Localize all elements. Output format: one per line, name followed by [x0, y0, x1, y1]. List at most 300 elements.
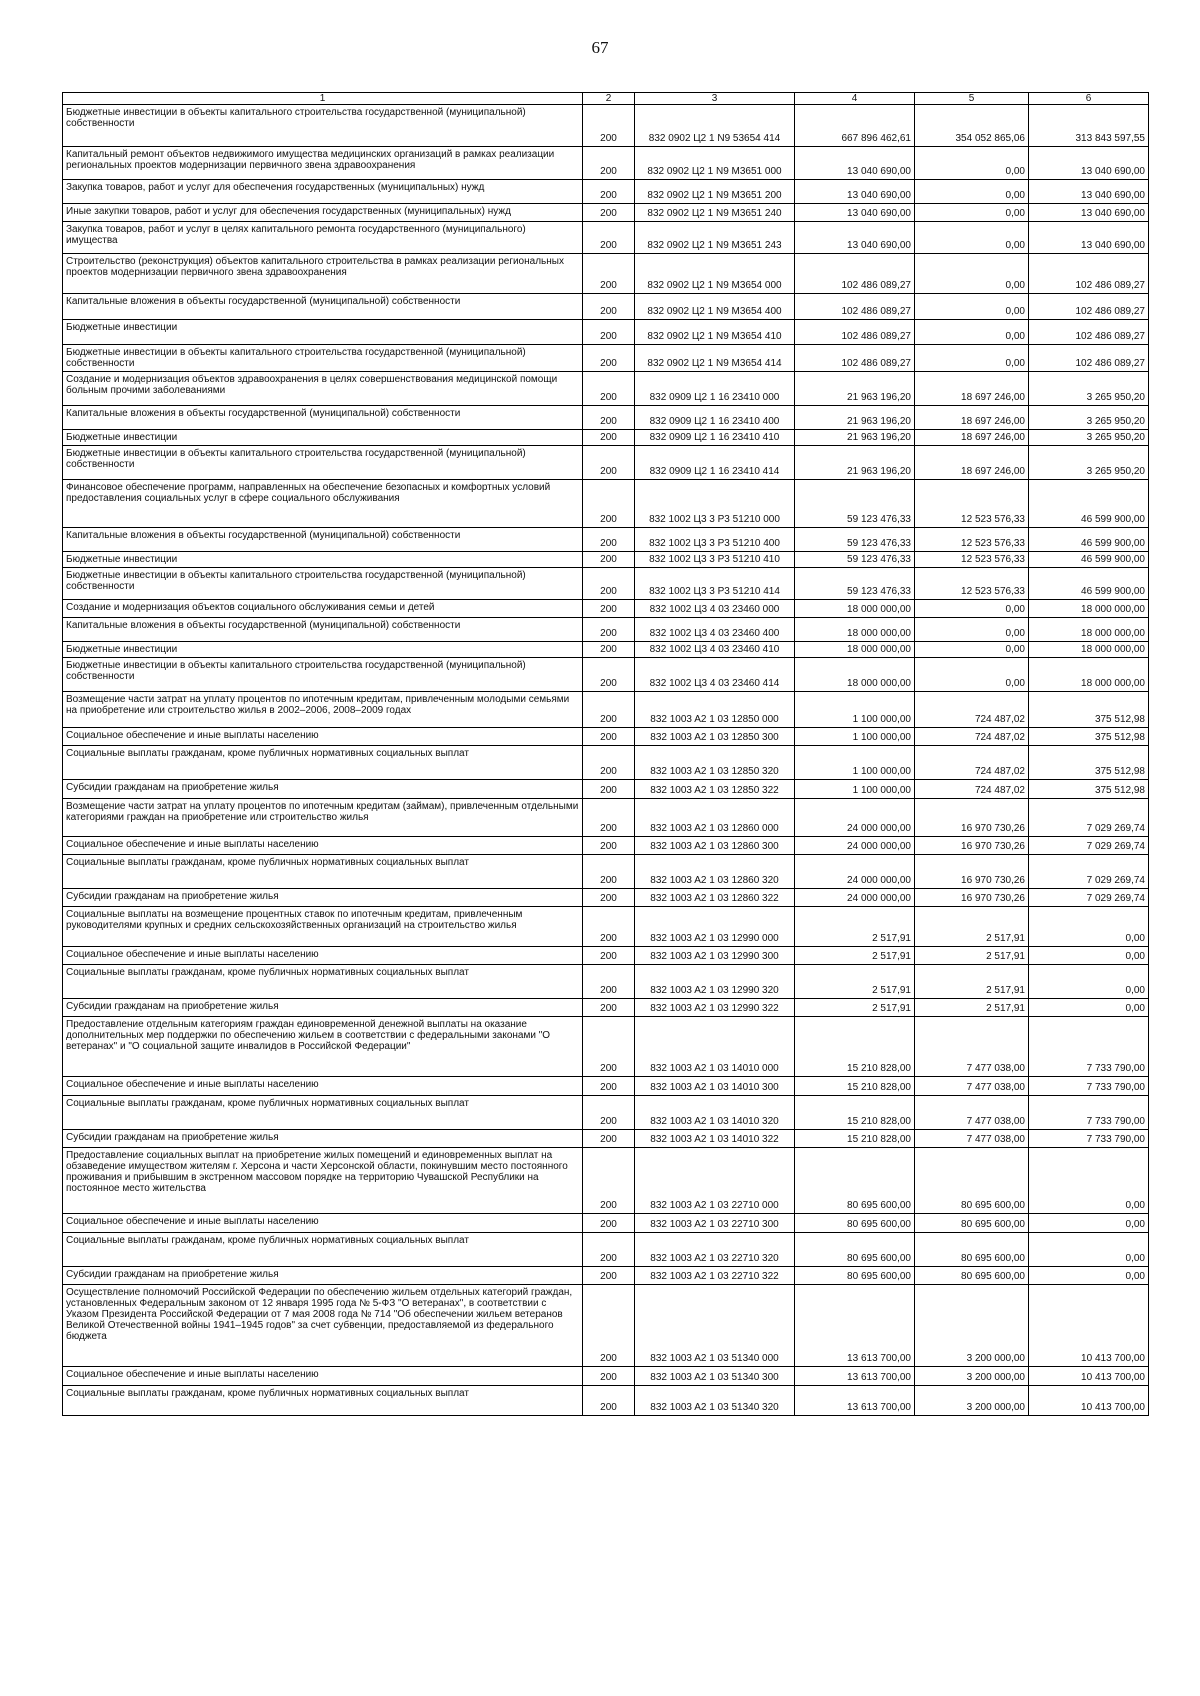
table-cell-value-4: 2 517,91	[795, 999, 915, 1017]
table-row	[63, 1214, 1149, 1233]
table-row	[63, 855, 1149, 889]
table-cell-code: 832 1003 A2 1 03 12850 322	[635, 780, 795, 799]
table-cell-group: 200	[583, 658, 635, 692]
table-cell-name: Субсидии гражданам на приобретение жилья	[63, 999, 583, 1017]
table-cell-name: Создание и модернизация объектов здравоохранения в целях совершенствования медицинской помощи больным прочими заболеваниями	[63, 372, 583, 406]
table-cell-value-5: 18 697 246,00	[915, 372, 1029, 406]
table-cell-name: Социальное обеспечение и иные выплаты населению	[63, 1077, 583, 1096]
table-cell-value-6: 7 733 790,00	[1029, 1130, 1149, 1148]
table-cell-group: 200	[583, 1367, 635, 1386]
table-cell-value-4: 21 963 196,20	[795, 446, 915, 480]
table-cell-name: Бюджетные инвестиции	[63, 320, 583, 345]
table-cell-value-5: 80 695 600,00	[915, 1233, 1029, 1267]
table-cell-name: Возмещение части затрат на уплату процентов по ипотечным кредитам, привлеченным молодыми семьями на приобретение или строительство жилья в 2002–2006, 2008–2009 годах	[63, 692, 583, 728]
table-cell-value-4: 18 000 000,00	[795, 618, 915, 642]
table-cell-value-4: 13 613 700,00	[795, 1367, 915, 1386]
table-row	[63, 728, 1149, 746]
table-cell-value-4: 24 000 000,00	[795, 837, 915, 855]
table-cell-value-4: 13 613 700,00	[795, 1285, 915, 1367]
table-cell-name: Капитальные вложения в объекты государственной (муниципальной) собственности	[63, 406, 583, 430]
table-row	[63, 780, 1149, 799]
table-cell-value-6: 7 029 269,74	[1029, 799, 1149, 837]
table-cell-value-4: 15 210 828,00	[795, 1017, 915, 1077]
table-cell-value-5: 80 695 600,00	[915, 1214, 1029, 1233]
table-row	[63, 1386, 1149, 1416]
table-cell-group: 200	[583, 1077, 635, 1096]
table-cell-value-4: 21 963 196,20	[795, 430, 915, 446]
table-cell-code: 832 0902 Ц2 1 N9 M3654 410	[635, 320, 795, 345]
table-cell-group: 200	[583, 320, 635, 345]
table-cell-value-5: 0,00	[915, 642, 1029, 658]
table-cell-value-5: 18 697 246,00	[915, 406, 1029, 430]
table-row	[63, 1017, 1149, 1077]
table-cell-value-6: 0,00	[1029, 947, 1149, 965]
table-cell-value-6: 102 486 089,27	[1029, 294, 1149, 320]
table-cell-value-5: 3 200 000,00	[915, 1367, 1029, 1386]
table-cell-value-4: 13 040 690,00	[795, 147, 915, 180]
table-cell-group: 200	[583, 1267, 635, 1285]
table-cell-name: Социальное обеспечение и иные выплаты населению	[63, 1214, 583, 1233]
table-cell-code: 832 1002 Ц3 3 P3 51210 000	[635, 480, 795, 528]
table-header-row	[63, 93, 1149, 105]
table-cell-group: 200	[583, 568, 635, 600]
table-cell-value-4: 102 486 089,27	[795, 254, 915, 294]
table-cell-value-6: 0,00	[1029, 999, 1149, 1017]
table-row	[63, 254, 1149, 294]
table-cell-group: 200	[583, 180, 635, 204]
table-cell-name: Осуществление полномочий Российской Федерации по обеспечению жильем отдельных категорий граждан, установленных Федеральным законом от 12 января 1995 года № 5-ФЗ "О ветеранах", в соответствии с Указом Президента Российской Федерации от 7 мая 2008 года № 714 "Об обеспечении жильем ветеранов Великой Отечественной войны 1941–1945 годов" за счет субвенции, предоставляемой из федерального бюджета	[63, 1285, 583, 1367]
table-cell-value-5: 16 970 730,26	[915, 855, 1029, 889]
table-cell-value-6: 0,00	[1029, 965, 1149, 999]
table-cell-value-4: 15 210 828,00	[795, 1096, 915, 1130]
table-cell-code: 832 0902 Ц2 1 N9 M3651 243	[635, 222, 795, 254]
table-cell-name: Бюджетные инвестиции в объекты капитального строительства государственной (муниципальной) собственности	[63, 658, 583, 692]
table-cell-code: 832 1003 A2 1 03 12860 322	[635, 889, 795, 907]
table-cell-value-4: 102 486 089,27	[795, 320, 915, 345]
table-cell-value-6: 46 599 900,00	[1029, 568, 1149, 600]
table-cell-value-6: 375 512,98	[1029, 728, 1149, 746]
table-cell-group: 200	[583, 746, 635, 780]
table-cell-value-5: 3 200 000,00	[915, 1285, 1029, 1367]
table-cell-name: Бюджетные инвестиции в объекты капитального строительства государственной (муниципальной) собственности	[63, 568, 583, 600]
table-cell-value-5: 7 477 038,00	[915, 1077, 1029, 1096]
table-cell-code: 832 1003 A2 1 03 51340 300	[635, 1367, 795, 1386]
table-row	[63, 1367, 1149, 1386]
table-cell-code: 832 1003 A2 1 03 14010 320	[635, 1096, 795, 1130]
table-cell-name: Социальное обеспечение и иные выплаты населению	[63, 728, 583, 746]
table-cell-value-6: 3 265 950,20	[1029, 430, 1149, 446]
table-cell-code: 832 1002 Ц3 4 03 23460 400	[635, 618, 795, 642]
table-cell-value-6: 13 040 690,00	[1029, 180, 1149, 204]
table-cell-group: 200	[583, 907, 635, 947]
table-cell-value-4: 59 123 476,33	[795, 568, 915, 600]
table-cell-name: Субсидии гражданам на приобретение жилья	[63, 1267, 583, 1285]
table-cell-value-6: 0,00	[1029, 1233, 1149, 1267]
table-cell-value-5: 3 200 000,00	[915, 1386, 1029, 1416]
table-cell-value-5: 724 487,02	[915, 780, 1029, 799]
table-row	[63, 692, 1149, 728]
table-cell-group: 200	[583, 446, 635, 480]
table-cell-code: 832 1003 A2 1 03 12850 000	[635, 692, 795, 728]
table-row	[63, 105, 1149, 147]
table-cell-value-5: 2 517,91	[915, 947, 1029, 965]
table-cell-code: 832 0909 Ц2 1 16 23410 414	[635, 446, 795, 480]
table-cell-code: 832 1003 A2 1 03 12990 300	[635, 947, 795, 965]
table-cell-group: 200	[583, 728, 635, 746]
table-cell-value-6: 375 512,98	[1029, 746, 1149, 780]
table-cell-value-5: 0,00	[915, 600, 1029, 618]
table-cell-code: 832 1003 A2 1 03 12990 322	[635, 999, 795, 1017]
table-cell-name: Бюджетные инвестиции в объекты капитального строительства государственной (муниципальной) собственности	[63, 345, 583, 372]
table-cell-group: 200	[583, 294, 635, 320]
table-cell-name: Создание и модернизация объектов социального обслуживания семьи и детей	[63, 600, 583, 618]
table-cell-group: 200	[583, 1285, 635, 1367]
table-cell-code: 832 0902 Ц2 1 N9 M3651 000	[635, 147, 795, 180]
table-cell-group: 200	[583, 1214, 635, 1233]
table-cell-value-6: 13 040 690,00	[1029, 222, 1149, 254]
table-cell-value-4: 15 210 828,00	[795, 1130, 915, 1148]
table-cell-value-5: 0,00	[915, 618, 1029, 642]
table-cell-name: Социальное обеспечение и иные выплаты населению	[63, 947, 583, 965]
table-cell-code: 832 1003 A2 1 03 12850 300	[635, 728, 795, 746]
table-row	[63, 965, 1149, 999]
table-row	[63, 204, 1149, 222]
table-cell-code: 832 0902 Ц2 1 N9 M3654 400	[635, 294, 795, 320]
table-cell-value-4: 59 123 476,33	[795, 480, 915, 528]
table-cell-value-5: 0,00	[915, 320, 1029, 345]
table-cell-group: 200	[583, 947, 635, 965]
table-cell-value-6: 18 000 000,00	[1029, 642, 1149, 658]
table-cell-group: 200	[583, 528, 635, 552]
table-row	[63, 446, 1149, 480]
table-cell-value-4: 24 000 000,00	[795, 889, 915, 907]
table-row	[63, 1077, 1149, 1096]
table-cell-code: 832 1003 A2 1 03 12990 000	[635, 907, 795, 947]
table-row	[63, 320, 1149, 345]
table-cell-group: 200	[583, 600, 635, 618]
table-cell-group: 200	[583, 147, 635, 180]
table-cell-value-6: 7 029 269,74	[1029, 889, 1149, 907]
table-cell-code: 832 1003 A2 1 03 12850 320	[635, 746, 795, 780]
table-row	[63, 180, 1149, 204]
table-row	[63, 600, 1149, 618]
table-cell-name: Социальные выплаты гражданам, кроме публичных нормативных социальных выплат	[63, 855, 583, 889]
table-row	[63, 999, 1149, 1017]
table-cell-value-4: 59 123 476,33	[795, 552, 915, 568]
table-cell-name: Социальные выплаты гражданам, кроме публичных нормативных социальных выплат	[63, 1386, 583, 1416]
table-cell-value-5: 16 970 730,26	[915, 837, 1029, 855]
table-cell-name: Предоставление отдельным категориям граждан единовременной денежной выплаты на оказание дополнительных мер поддержки по обеспечению жильем в соответствии с федеральными законами "О ветеранах" и "О социальной защите инвалидов в Российской Федерации"	[63, 1017, 583, 1077]
table-cell-value-4: 2 517,91	[795, 907, 915, 947]
table-cell-group: 200	[583, 204, 635, 222]
table-cell-value-6: 7 029 269,74	[1029, 855, 1149, 889]
table-cell-value-6: 375 512,98	[1029, 692, 1149, 728]
table-row	[63, 799, 1149, 837]
table-cell-value-4: 80 695 600,00	[795, 1233, 915, 1267]
table-cell-value-5: 724 487,02	[915, 746, 1029, 780]
table-cell-value-4: 13 613 700,00	[795, 1386, 915, 1416]
table-row	[63, 222, 1149, 254]
table-row	[63, 947, 1149, 965]
table-cell-value-6: 102 486 089,27	[1029, 320, 1149, 345]
table-cell-code: 832 0902 Ц2 1 N9 M3654 000	[635, 254, 795, 294]
table-row	[63, 907, 1149, 947]
table-cell-group: 200	[583, 780, 635, 799]
budget-table	[62, 92, 1149, 1416]
table-cell-value-4: 102 486 089,27	[795, 345, 915, 372]
table-row	[63, 552, 1149, 568]
table-cell-value-5: 7 477 038,00	[915, 1017, 1029, 1077]
table-cell-group: 200	[583, 1233, 635, 1267]
table-row	[63, 406, 1149, 430]
table-cell-value-5: 354 052 865,06	[915, 105, 1029, 147]
table-cell-code: 832 1003 A2 1 03 12860 000	[635, 799, 795, 837]
table-cell-value-5: 0,00	[915, 147, 1029, 180]
header-col-5: 5	[915, 93, 1029, 105]
table-cell-group: 200	[583, 889, 635, 907]
header-col-6: 6	[1029, 93, 1149, 105]
table-cell-code: 832 1003 A2 1 03 22710 320	[635, 1233, 795, 1267]
table-cell-value-5: 0,00	[915, 294, 1029, 320]
table-cell-group: 200	[583, 406, 635, 430]
table-cell-group: 200	[583, 222, 635, 254]
table-cell-name: Капитальные вложения в объекты государственной (муниципальной) собственности	[63, 618, 583, 642]
table-row	[63, 889, 1149, 907]
table-cell-value-5: 0,00	[915, 658, 1029, 692]
table-cell-value-4: 24 000 000,00	[795, 855, 915, 889]
table-cell-group: 200	[583, 642, 635, 658]
table-cell-code: 832 1003 A2 1 03 12990 320	[635, 965, 795, 999]
table-cell-code: 832 1003 A2 1 03 22710 300	[635, 1214, 795, 1233]
table-cell-group: 200	[583, 430, 635, 446]
table-cell-name: Капитальный ремонт объектов недвижимого имущества медицинских организаций в рамках реализации региональных проектов модернизации первичного звена здравоохранения	[63, 147, 583, 180]
table-cell-value-6: 7 733 790,00	[1029, 1077, 1149, 1096]
header-col-4: 4	[795, 93, 915, 105]
table-cell-code: 832 1002 Ц3 3 P3 51210 414	[635, 568, 795, 600]
table-cell-code: 832 0909 Ц2 1 16 23410 410	[635, 430, 795, 446]
table-cell-value-6: 3 265 950,20	[1029, 406, 1149, 430]
table-cell-value-5: 12 523 576,33	[915, 552, 1029, 568]
table-cell-value-4: 1 100 000,00	[795, 746, 915, 780]
table-cell-name: Субсидии гражданам на приобретение жилья	[63, 889, 583, 907]
table-cell-name: Социальные выплаты гражданам, кроме публичных нормативных социальных выплат	[63, 746, 583, 780]
table-cell-name: Бюджетные инвестиции	[63, 642, 583, 658]
table-cell-value-4: 667 896 462,61	[795, 105, 915, 147]
table-cell-value-6: 10 413 700,00	[1029, 1367, 1149, 1386]
header-col-1: 1	[63, 93, 583, 105]
table-cell-value-5: 7 477 038,00	[915, 1130, 1029, 1148]
table-cell-value-4: 80 695 600,00	[795, 1214, 915, 1233]
table-cell-value-4: 1 100 000,00	[795, 728, 915, 746]
table-cell-value-4: 2 517,91	[795, 965, 915, 999]
table-cell-group: 200	[583, 105, 635, 147]
table-cell-value-5: 0,00	[915, 204, 1029, 222]
table-cell-value-4: 21 963 196,20	[795, 372, 915, 406]
table-cell-name: Капитальные вложения в объекты государственной (муниципальной) собственности	[63, 294, 583, 320]
table-cell-code: 832 1003 A2 1 03 22710 322	[635, 1267, 795, 1285]
table-cell-value-4: 24 000 000,00	[795, 799, 915, 837]
page-number: 67	[591, 38, 609, 57]
table-cell-value-5: 18 697 246,00	[915, 446, 1029, 480]
table-cell-group: 200	[583, 999, 635, 1017]
table-cell-value-5: 18 697 246,00	[915, 430, 1029, 446]
table-cell-group: 200	[583, 1148, 635, 1214]
table-cell-name: Социальные выплаты гражданам, кроме публичных нормативных социальных выплат	[63, 965, 583, 999]
table-cell-value-5: 0,00	[915, 345, 1029, 372]
header-col-2: 2	[583, 93, 635, 105]
table-cell-value-5: 2 517,91	[915, 999, 1029, 1017]
table-cell-value-6: 102 486 089,27	[1029, 345, 1149, 372]
table-cell-value-6: 46 599 900,00	[1029, 528, 1149, 552]
table-cell-value-6: 7 733 790,00	[1029, 1017, 1149, 1077]
table-row	[63, 1130, 1149, 1148]
table-cell-value-4: 18 000 000,00	[795, 658, 915, 692]
table-cell-value-4: 1 100 000,00	[795, 692, 915, 728]
table-cell-name: Бюджетные инвестиции в объекты капитального строительства государственной (муниципальной) собственности	[63, 105, 583, 147]
table-cell-value-4: 18 000 000,00	[795, 642, 915, 658]
table-row	[63, 658, 1149, 692]
table-cell-code: 832 1002 Ц3 4 03 23460 414	[635, 658, 795, 692]
table-cell-code: 832 1003 A2 1 03 51340 320	[635, 1386, 795, 1416]
table-row	[63, 480, 1149, 528]
table-row	[63, 1267, 1149, 1285]
table-cell-value-5: 80 695 600,00	[915, 1267, 1029, 1285]
table-cell-value-4: 21 963 196,20	[795, 406, 915, 430]
table-cell-name: Капитальные вложения в объекты государственной (муниципальной) собственности	[63, 528, 583, 552]
table-cell-value-6: 18 000 000,00	[1029, 618, 1149, 642]
table-cell-name: Социальные выплаты на возмещение процентных ставок по ипотечным кредитам, привлеченным руководителями крупных и средних сельскохозяйственных организаций на строительство жилья	[63, 907, 583, 947]
table-cell-name: Финансовое обеспечение программ, направленных на обеспечение безопасных и комфортных условий предоставления социальных услуг в сфере социального обслуживания	[63, 480, 583, 528]
table-cell-group: 200	[583, 692, 635, 728]
table-cell-value-6: 10 413 700,00	[1029, 1285, 1149, 1367]
table-cell-group: 200	[583, 345, 635, 372]
table-cell-value-5: 2 517,91	[915, 907, 1029, 947]
table-cell-value-6: 13 040 690,00	[1029, 204, 1149, 222]
table-cell-group: 200	[583, 837, 635, 855]
table-cell-value-4: 18 000 000,00	[795, 600, 915, 618]
table-cell-value-4: 1 100 000,00	[795, 780, 915, 799]
table-cell-value-4: 13 040 690,00	[795, 204, 915, 222]
table-cell-code: 832 0909 Ц2 1 16 23410 000	[635, 372, 795, 406]
table-cell-name: Строительство (реконструкция) объектов капитального строительства в рамках реализации региональных проектов модернизации первичного звена здравоохранения	[63, 254, 583, 294]
table-cell-group: 200	[583, 254, 635, 294]
table-cell-group: 200	[583, 1017, 635, 1077]
table-cell-code: 832 1003 A2 1 03 12860 300	[635, 837, 795, 855]
table-cell-name: Закупка товаров, работ и услуг в целях капитального ремонта государственного (муниципального) имущества	[63, 222, 583, 254]
table-row	[63, 837, 1149, 855]
table-row	[63, 618, 1149, 642]
table-cell-value-5: 12 523 576,33	[915, 528, 1029, 552]
table-cell-value-4: 15 210 828,00	[795, 1077, 915, 1096]
table-cell-value-6: 18 000 000,00	[1029, 600, 1149, 618]
table-cell-code: 832 1003 A2 1 03 14010 000	[635, 1017, 795, 1077]
header-col-3: 3	[635, 93, 795, 105]
table-cell-value-6: 313 843 597,55	[1029, 105, 1149, 147]
table-row	[63, 746, 1149, 780]
table-cell-name: Субсидии гражданам на приобретение жилья	[63, 780, 583, 799]
table-cell-value-4: 80 695 600,00	[795, 1267, 915, 1285]
table-cell-value-4: 80 695 600,00	[795, 1148, 915, 1214]
table-cell-code: 832 1002 Ц3 4 03 23460 410	[635, 642, 795, 658]
table-cell-value-5: 724 487,02	[915, 728, 1029, 746]
table-cell-name: Предоставление социальных выплат на приобретение жилых помещений и единовременных выплат на обзаведение имуществом жителям г. Херсона и части Херсонской области, покинувшим место постоянного проживания и прибывшим в экстренном массовом порядке на территорию Чувашской Республики на постоянное место жительства	[63, 1148, 583, 1214]
table-cell-value-5: 0,00	[915, 180, 1029, 204]
table-row	[63, 1233, 1149, 1267]
table-cell-value-6: 18 000 000,00	[1029, 658, 1149, 692]
table-row	[63, 345, 1149, 372]
table-cell-value-6: 7 733 790,00	[1029, 1096, 1149, 1130]
table-cell-name: Закупка товаров, работ и услуг для обеспечения государственных (муниципальных) нужд	[63, 180, 583, 204]
table-cell-value-6: 3 265 950,20	[1029, 446, 1149, 480]
table-cell-value-4: 59 123 476,33	[795, 528, 915, 552]
table-row	[63, 528, 1149, 552]
table-cell-name: Социальные выплаты гражданам, кроме публичных нормативных социальных выплат	[63, 1233, 583, 1267]
table-cell-name: Бюджетные инвестиции	[63, 430, 583, 446]
table-cell-value-4: 102 486 089,27	[795, 294, 915, 320]
table-cell-value-5: 0,00	[915, 254, 1029, 294]
table-row	[63, 568, 1149, 600]
table-cell-value-6: 10 413 700,00	[1029, 1386, 1149, 1416]
table-cell-value-6: 46 599 900,00	[1029, 480, 1149, 528]
table-cell-value-6: 46 599 900,00	[1029, 552, 1149, 568]
table-row	[63, 147, 1149, 180]
table-cell-value-6: 0,00	[1029, 1214, 1149, 1233]
table-cell-name: Социальное обеспечение и иные выплаты населению	[63, 1367, 583, 1386]
table-cell-value-5: 2 517,91	[915, 965, 1029, 999]
table-cell-name: Бюджетные инвестиции	[63, 552, 583, 568]
table-cell-code: 832 1003 A2 1 03 51340 000	[635, 1285, 795, 1367]
table-cell-group: 200	[583, 1130, 635, 1148]
table-cell-value-6: 0,00	[1029, 1267, 1149, 1285]
table-cell-group: 200	[583, 372, 635, 406]
table-cell-value-5: 0,00	[915, 222, 1029, 254]
table-cell-code: 832 0902 Ц2 1 N9 M3651 200	[635, 180, 795, 204]
table-row	[63, 294, 1149, 320]
table-cell-value-6: 0,00	[1029, 907, 1149, 947]
table-cell-value-5: 16 970 730,26	[915, 799, 1029, 837]
table-cell-name: Возмещение части затрат на уплату процентов по ипотечным кредитам (займам), привлеченным отдельными категориями граждан на приобретение или строительство жилья	[63, 799, 583, 837]
table-cell-group: 200	[583, 552, 635, 568]
table-cell-group: 200	[583, 965, 635, 999]
table-cell-code: 832 0902 Ц2 1 N9 53654 414	[635, 105, 795, 147]
table-cell-value-4: 13 040 690,00	[795, 222, 915, 254]
table-cell-value-4: 2 517,91	[795, 947, 915, 965]
table-cell-value-5: 16 970 730,26	[915, 889, 1029, 907]
table-cell-name: Субсидии гражданам на приобретение жилья	[63, 1130, 583, 1148]
table-cell-group: 200	[583, 855, 635, 889]
table-cell-code: 832 1002 Ц3 4 03 23460 000	[635, 600, 795, 618]
table-cell-name: Иные закупки товаров, работ и услуг для обеспечения государственных (муниципальных) нужд	[63, 204, 583, 222]
table-cell-value-5: 12 523 576,33	[915, 480, 1029, 528]
table-cell-group: 200	[583, 480, 635, 528]
table-cell-code: 832 0902 Ц2 1 N9 M3651 240	[635, 204, 795, 222]
table-cell-code: 832 1002 Ц3 3 P3 51210 400	[635, 528, 795, 552]
table-cell-group: 200	[583, 618, 635, 642]
table-row	[63, 1285, 1149, 1367]
table-row	[63, 430, 1149, 446]
table-cell-name: Социальные выплаты гражданам, кроме публичных нормативных социальных выплат	[63, 1096, 583, 1130]
table-row	[63, 372, 1149, 406]
table-cell-value-6: 375 512,98	[1029, 780, 1149, 799]
table-cell-value-5: 80 695 600,00	[915, 1148, 1029, 1214]
table-cell-code: 832 0909 Ц2 1 16 23410 400	[635, 406, 795, 430]
table-cell-group: 200	[583, 1096, 635, 1130]
table-row	[63, 642, 1149, 658]
table-cell-value-6: 7 029 269,74	[1029, 837, 1149, 855]
table-cell-code: 832 1003 A2 1 03 22710 000	[635, 1148, 795, 1214]
table-cell-name: Бюджетные инвестиции в объекты капитального строительства государственной (муниципальной) собственности	[63, 446, 583, 480]
table-cell-value-6: 13 040 690,00	[1029, 147, 1149, 180]
